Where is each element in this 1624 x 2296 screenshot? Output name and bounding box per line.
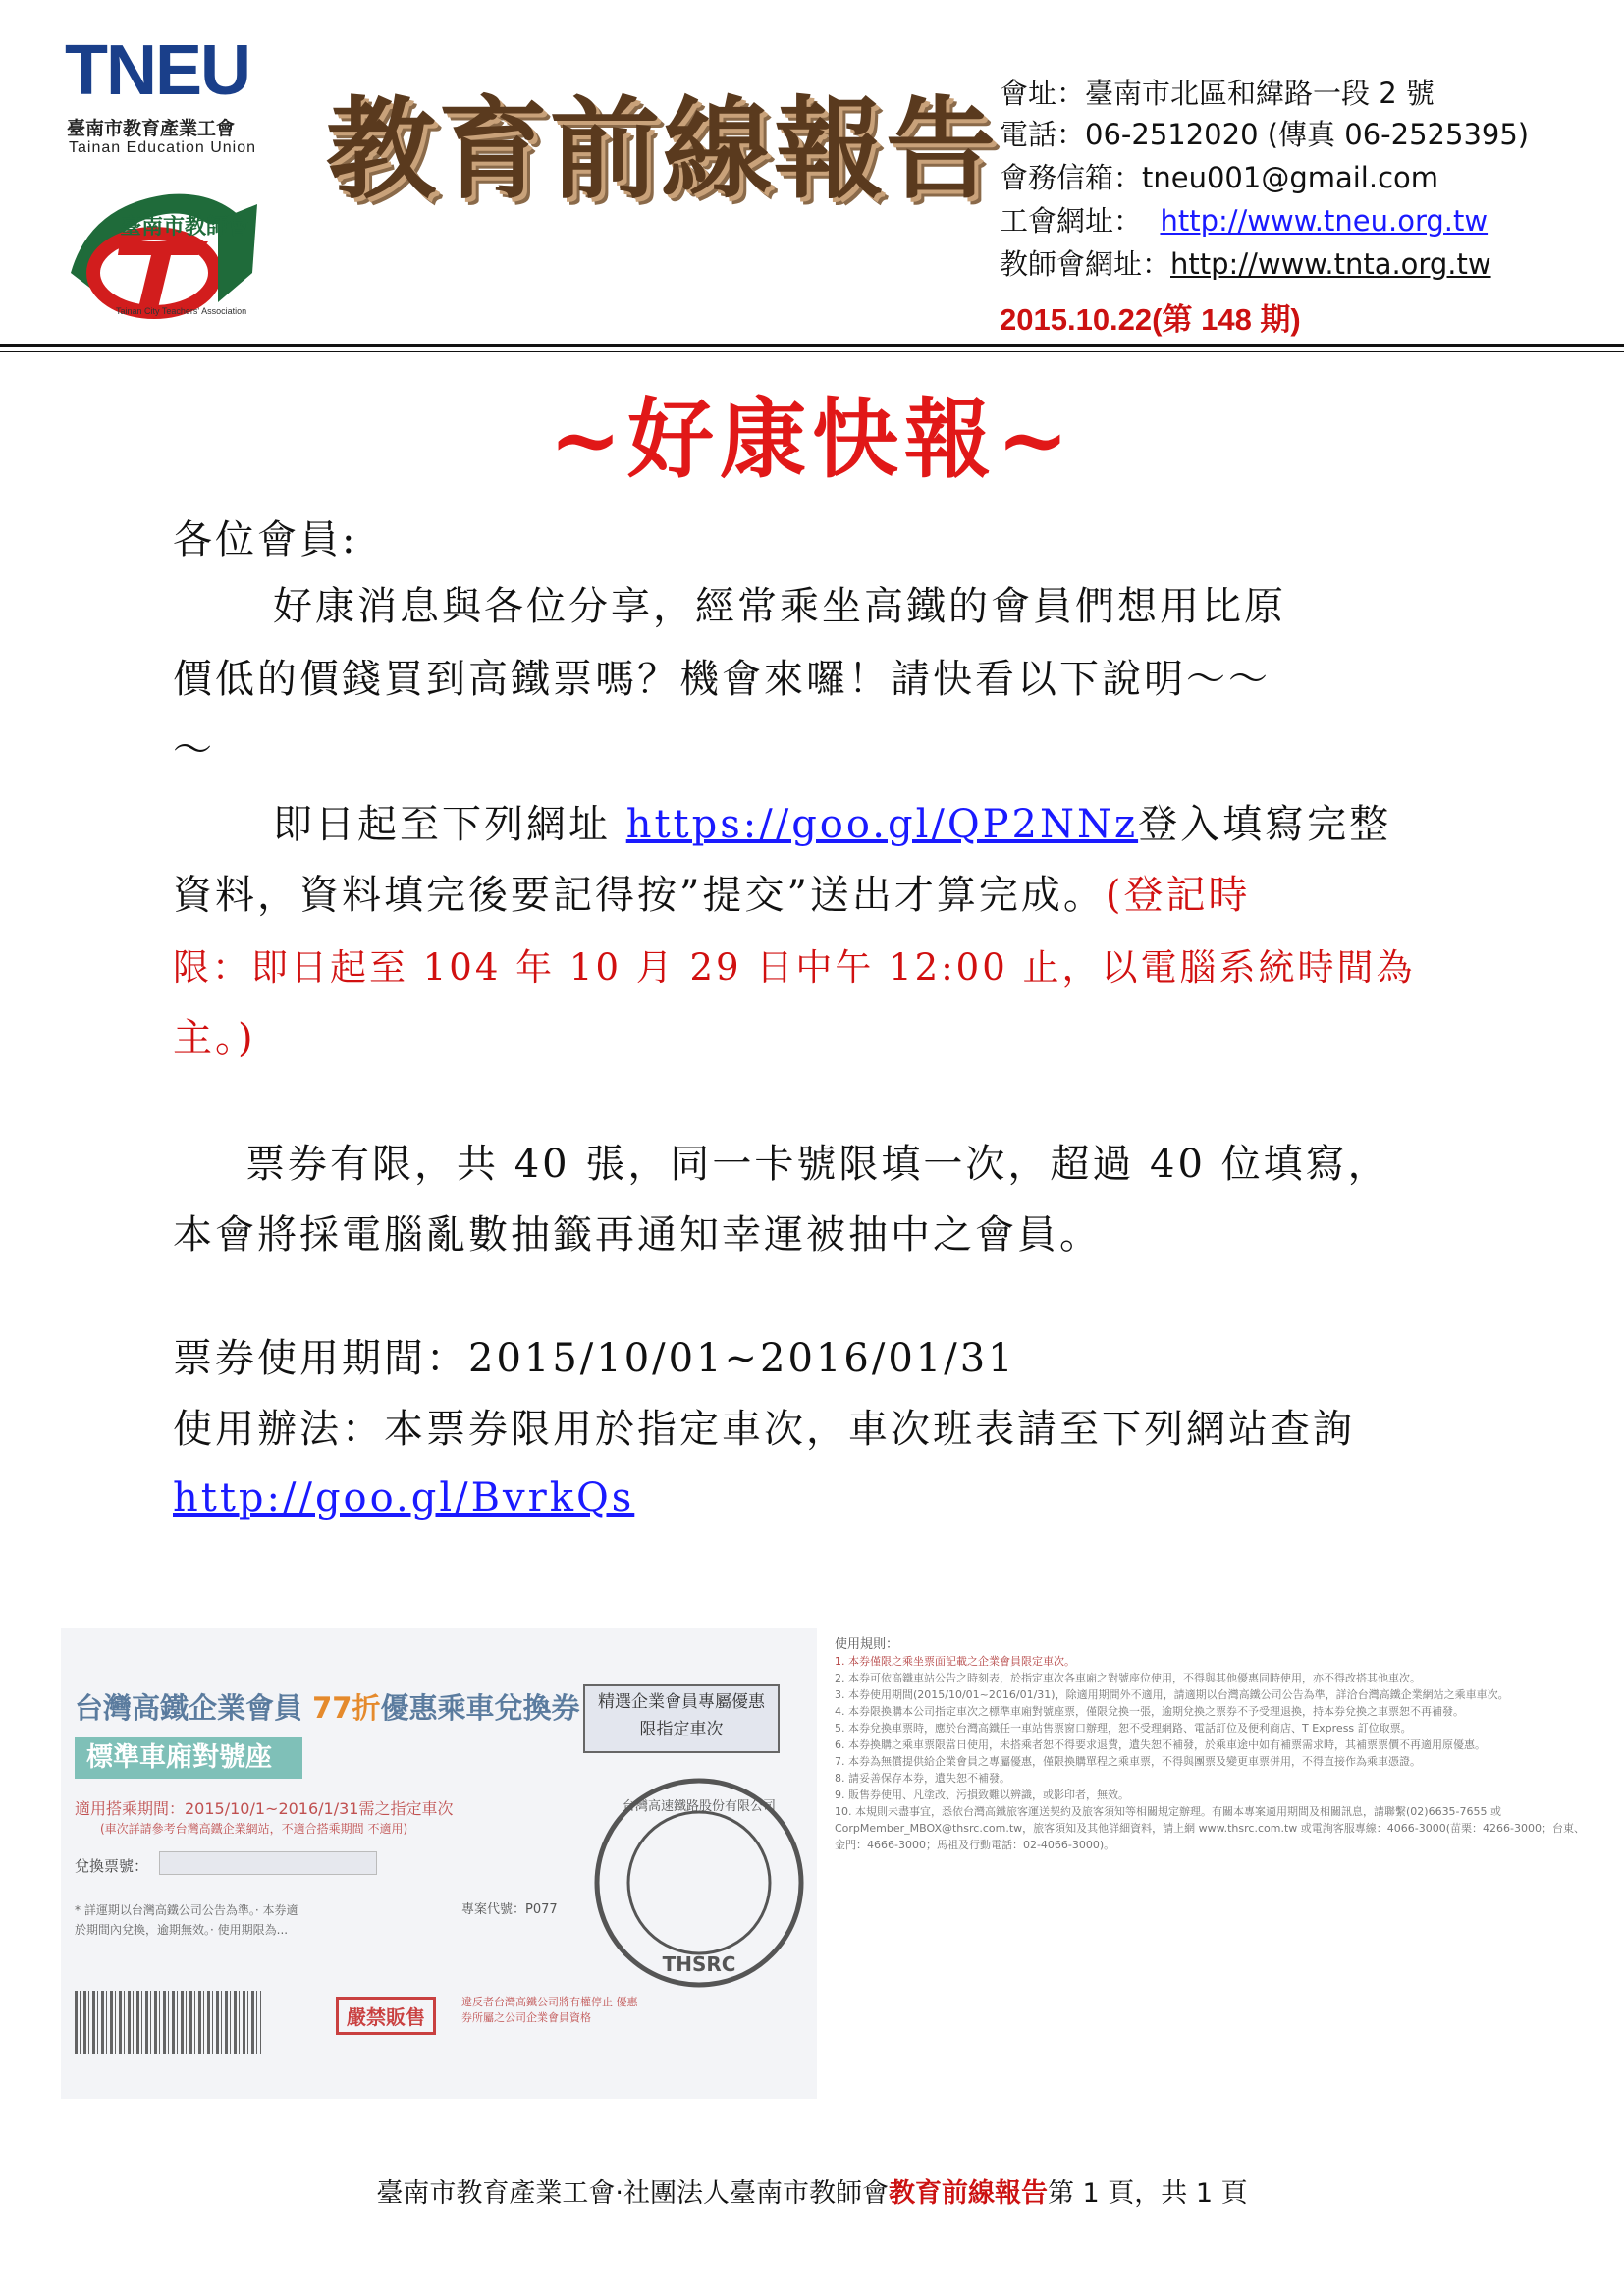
rule-item: 6. 本券換購之乘車票限當日使用，未搭乘者恕不得要求退費，遺失恕不補發，於乘車途中如有補票需求時，其補票票價不再適用原優惠。 (835, 1738, 1486, 1751)
tneu-logo: TNEU (65, 31, 249, 110)
contact-email: 會務信箱：tneu001@gmail.com (1000, 161, 1439, 194)
union-website-row (1000, 202, 1488, 240)
contact-address: 會址：臺南市北區和緯路一段 2 號 (1000, 77, 1435, 110)
coupon-number-label: 兌換票號： (75, 1857, 149, 1875)
contact-phone: 電話：06-2512020 (傳真 06-2525395) (1000, 118, 1530, 151)
coupon-title-row (75, 1686, 580, 1727)
masthead-title: 教育前線報告 (326, 85, 998, 214)
greeting: 各位會員: (173, 517, 358, 562)
rule-item: 4. 本券限換購本公司指定車次之標準車廂對號座票，僅限兌換一張，逾期兌換之票券不予受理退換，持本券兌換之車票恕不再補發。 (835, 1705, 1464, 1718)
seal-text: 臺南市教師會 (120, 214, 250, 240)
rule-item: 9. 販售券使用、凡塗改、污損致難以辨識，或影印者，無效。 (835, 1789, 1129, 1801)
coupon-image (61, 1628, 817, 2099)
usage-link-row (173, 1472, 634, 1523)
p2-suffix: 登入填寫完整 (1138, 802, 1392, 847)
header-divider-thin (0, 351, 1624, 352)
seal-english-name: Tainan City Teachers' Association (116, 306, 247, 316)
registration-link[interactable]: https://goo.gl/QP2NNz (625, 802, 1139, 847)
footer-publication: 教育前線報告 (888, 2178, 1048, 2209)
footer-org: 臺南市教育產業工會‧社團法人臺南市教師會 (376, 2178, 889, 2209)
coupon-title: 台灣高鐵企業會員 (75, 1691, 303, 1725)
deadline-note: 限：即日起至 104 年 10 月 29 日中午 12:00 止，以電腦系統時間為 (173, 946, 1416, 988)
teachers-website-row (1000, 245, 1491, 283)
coupon-period: 適用搭乘期間：2015/10/1~2016/1/31需之指定車次 (75, 1799, 454, 1818)
rule-item: 8. 請妥善保存本券，遺失恕不補發。 (835, 1772, 1010, 1785)
coupon-number-field (159, 1851, 377, 1875)
p2-prefix: 即日起至下列網址 (273, 802, 611, 847)
rules-list (835, 1653, 1591, 1853)
rule-item: 7. 本券為無償提供給企業會員之專屬優惠，僅限換購單程之乘車票，不得與團票及變更車票併用，不得直接作為乘車憑證。 (835, 1755, 1421, 1768)
teachers-website-link[interactable]: http://www.tnta.org.tw (1170, 247, 1491, 281)
rule-item: 10. 本規則未盡事宜，悉依台灣高鐵旅客運送契約及旅客須知等相關規定辦理。有關本專案適用期間及相關訊息，請聯繫(02)6635-7655 或 CorpMember_MBOX@thsrc.com.tw，旅客須知及其他詳細資料，請上網 www.thsrc.com.tw 或電詢客服專線：4066-3000(苗栗：4266-3000；台東、金門：4666-3000；馬祖及行動電話：02-4066-3000)。 (835, 1805, 1585, 1851)
coupon-discount: 77折 (312, 1691, 381, 1725)
rules-heading: 使用規則： (835, 1637, 899, 1652)
coupon-exclusive-box: 精選企業會員專屬優惠 限指定車次 (583, 1684, 780, 1753)
coupon-seat-class: 標準車廂對號座 (75, 1737, 302, 1779)
paragraph-1-line-3: ～ (173, 727, 215, 773)
paragraph-3-line-1: 票券有限，共 40 張，同一卡號限填一次，超過 40 位填寫， (245, 1142, 1390, 1187)
usage-instructions: 使用辦法：本票券限用於指定車次，車次班表請至下列網站查詢 (173, 1407, 1355, 1452)
company-stamp-icon (591, 1775, 807, 1991)
stamp-en-label: THSRC (662, 1952, 736, 1976)
coupon-title-suffix: 優惠乘車兌換券 (380, 1691, 580, 1725)
paragraph-2-line-2 (173, 870, 1251, 921)
rule-item: 2. 本券可依高鐵車站公告之時刻表，於指定車次各車廂之對號座位使用，不得與其他優惠同時使用，亦不得改搭其他車次。 (835, 1672, 1421, 1684)
coupon-notes: * 詳運期以台灣高鐵公司公告為準。· 本券適於期間內兌換，逾期無效。· 使用期限為... (75, 1903, 298, 1937)
stamp-name-label: 台灣高速鐵路股份有限公司 (622, 1799, 777, 1814)
headline: ~好康快報~ (549, 388, 1075, 490)
logo-chinese-name: 臺南市教育產業工會 (67, 118, 236, 139)
coupon-period-note: (車次詳請參考台灣高鐵企業網站，不適合搭乘期間 不適用) (100, 1822, 408, 1836)
issue-date: 2015.10.22(第 148 期) (1000, 302, 1301, 337)
teachers-website-label: 教師會網址： (1000, 247, 1171, 281)
union-website-label: 工會網址： (1000, 204, 1143, 238)
p2-line2-text: 資料，資料填完後要記得按”提交”送出才算完成。 (173, 873, 1106, 918)
coupon-code: 專案代號：P077 (461, 1902, 558, 1917)
paragraph-2-line-1 (273, 799, 1391, 850)
teachers-association-seal-icon (61, 165, 279, 320)
ticket-period: 票券使用期間：2015/10/01~2016/01/31 (173, 1336, 1016, 1381)
union-website-link[interactable]: http://www.tneu.org.tw (1160, 204, 1489, 238)
paragraph-1-line-2: 價低的價錢買到高鐵票嗎？機會來囉！請快看以下說明～～ (173, 657, 1271, 702)
rule-item: 1. 本券僅限之乘坐票面記載之企業會員限定車次。 (835, 1655, 1075, 1668)
paragraph-1-line-1: 好康消息與各位分享，經常乘坐高鐵的會員們想用比原 (273, 584, 1286, 629)
deadline-note-end: 主。) (173, 1016, 256, 1061)
rule-item: 5. 本券兌換車票時，應於台灣高鐵任一車站售票窗口辦理，恕不受理網路、電話訂位及便利商店、T Express 訂位取票。 (835, 1722, 1412, 1735)
deadline-note-start: (登記時 (1105, 873, 1251, 918)
logo-english-name: Tainan Education Union (69, 139, 257, 156)
rule-item: 3. 本券使用期間(2015/10/01~2016/01/31)，除適用期間外不適用，請適期以台灣高鐵公司公告為準，詳洽台灣高鐵企業網站之乘車車次。 (835, 1688, 1509, 1701)
footer-page-number: 第 1 頁，共 1 頁 (1047, 2178, 1248, 2209)
timetable-link[interactable]: http://goo.gl/BvrkQs (173, 1475, 635, 1521)
page-footer (0, 2171, 1624, 2210)
barcode-icon (75, 1991, 261, 2054)
usage-rules-image (827, 1628, 1602, 2099)
paragraph-3-line-2: 本會將採電腦亂數抽籤再通知幸運被抽中之會員。 (173, 1212, 1102, 1257)
header-divider (0, 344, 1624, 347)
forbid-sale-stamp: 嚴禁販售 (336, 1997, 436, 2035)
forbid-sale-note: 違反者台灣高鐵公司將有權停止 優惠券所屬之公司企業會員資格 (461, 1996, 638, 2024)
